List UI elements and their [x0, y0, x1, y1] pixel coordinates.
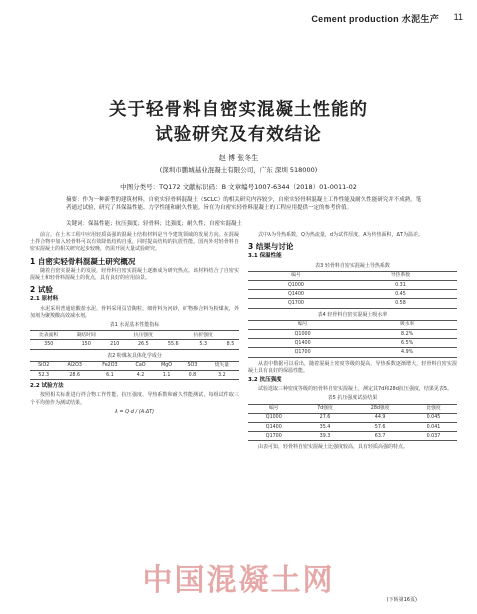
table-row: SiO2 Al2O3 Fe2O3 CaO MgO SO3 烧失量 — [30, 361, 239, 370]
continued-note: (下转第16页) — [386, 597, 417, 603]
table-1 — [30, 330, 239, 349]
authors: 赵 博 张冬生 — [218, 154, 259, 162]
abstract: 摘要：作为一种新型的建筑材料，自密实轻骨料混凝土（SCLC）的相关研究内容较少，自密实轻骨料混凝土工作性能及耐久性能研究并不成熟。笔者通过试验，研究了其保温性能、力学性能和耐久性能，旨在为自密实轻骨料混凝土的工程应用提供一定的参考价值。 — [66, 197, 422, 211]
section-3-2-heading: 3.2 抗压强度 — [248, 377, 282, 384]
table-row: Q1700 0.58 — [248, 299, 457, 308]
keywords: 关键词：保温性能；抗压强度；轻骨料；比强度；耐久性；自密实混凝土 — [66, 221, 243, 227]
section-2-heading: 2 试验 — [30, 285, 53, 295]
table-row: Q1000 27.6 44.9 0.045 — [248, 413, 457, 422]
section-3-2-conclusion: 由表可知，轻骨料自密实混凝土比强度较高，具有轻质高强的特点。 — [258, 444, 409, 451]
table-row: Q1400 6.5% — [248, 339, 457, 348]
section-2-2-heading: 2.2 试验方法 — [30, 383, 64, 390]
table-row: Q1000 0.31 — [248, 281, 457, 290]
section-3-2-text: 试验选取三种密度等级的轻骨料自密实混凝土，测定其7d和28d抗压强度，结果见表5。 — [258, 386, 453, 393]
table-row: Q1400 35.4 57.6 0.041 — [248, 423, 457, 432]
watermark: 中国混凝土网 — [142, 563, 335, 598]
table-row: 编号 吸水率 — [248, 320, 457, 329]
right-column — [248, 232, 457, 454]
table-4 — [248, 320, 457, 358]
table-row: 编号 7d强度 28d强度 比强度 — [248, 404, 457, 413]
paper-title-line2: 试验研究及有效结论 — [155, 125, 322, 145]
left-column — [30, 232, 239, 418]
table-2-caption: 表2 粉煤灰具体化学成分 — [107, 352, 162, 359]
table-5 — [248, 404, 457, 442]
section-3-1-text: 从表中数据可以看出，随着混凝土密度等级的提高，导热系数逐渐增大，轻骨料自密实混凝土具有良好的保温性能。 — [248, 360, 457, 374]
table-1-caption: 表1 水泥基本性能指标 — [109, 322, 160, 329]
classification: 中图分类号：TQ172 文献标识码：B 文章编号1007-6344（2018）01-0011-02 — [120, 183, 357, 191]
formula: λ = Q·d / (A·ΔT) — [114, 408, 155, 415]
table-3-caption: 表3 轻骨料自密实混凝土导热系数 — [315, 262, 390, 269]
table-row: 比表面积 凝结时间 抗压强度 抗折强度 — [30, 331, 239, 340]
table-row: Q1400 0.45 — [248, 290, 457, 299]
intro-paragraph: 前言。在土木工程中应用轻质高强的混凝土结构材料是当今建筑领域的发展方向。在混凝土拌合物中加入轻骨料可以有效降低结构自重，同时提高结构的抗震性能。国内外对轻骨料自密实混凝土的相关研究起步较晚，仍需开展大量试验研究。 — [30, 232, 239, 253]
section-1-heading: 1 自密实轻骨料混凝土研究概况 — [30, 256, 136, 266]
section-2-1-heading: 2.1 原材料 — [30, 296, 59, 303]
section-2-2-text: 按照相关标准进行拌合物工作性能、抗压强度、导热系数和耐久性能测试，每组试件取三个平均值作为测试结果。 — [30, 392, 239, 406]
section-1-text: 随着自密实混凝土的发展，轻骨料自密实混凝土逐渐成为研究热点。该材料结合了自密实混凝土和轻骨料混凝土的优点，具有良好的应用前景。 — [30, 267, 239, 282]
journal-title: Cement production 水泥生产 — [311, 14, 439, 24]
section-3-heading: 3 结果与讨论 — [248, 242, 294, 252]
section-2-1-text: 水泥采用普通硅酸盐水泥，骨料采用页岩陶粒，细骨料为河砂，矿物掺合料为粉煤灰，外加剂为聚羧酸高效减水剂。 — [30, 305, 239, 319]
affiliation: (深圳市鹏城基业混凝土有限公司，广东 深圳 518000) — [159, 166, 318, 174]
page-header — [0, 0, 477, 26]
page-number: 11 — [453, 12, 463, 22]
table-row: Q1700 4.9% — [248, 348, 457, 357]
table-row: Q1000 8.2% — [248, 330, 457, 339]
table-row: Q1700 39.3 63.7 0.037 — [248, 432, 457, 441]
table-row: 52.3 28.6 6.1 4.2 1.1 0.8 3.2 — [30, 371, 239, 380]
table-2 — [30, 361, 239, 380]
table-4-caption: 表4 轻骨料自密实混凝土吸水率 — [317, 311, 388, 318]
section-3-1-heading: 3.1 保温性能 — [248, 253, 282, 260]
formula-explanation: 式中λ为导热系数，Q为热流量，d为试件厚度，A为传热面积，ΔT为温差。 — [258, 232, 423, 238]
table-row: 350 150 210 26.5 55.6 5.3 8.5 — [30, 340, 239, 349]
table-5-caption: 表5 抗压强度试验结果 — [327, 395, 378, 402]
table-row: 编号 导热系数 — [248, 271, 457, 280]
table-3 — [248, 271, 457, 309]
paper-title-line1: 关于轻骨料自密实混凝土性能的 — [109, 100, 368, 120]
